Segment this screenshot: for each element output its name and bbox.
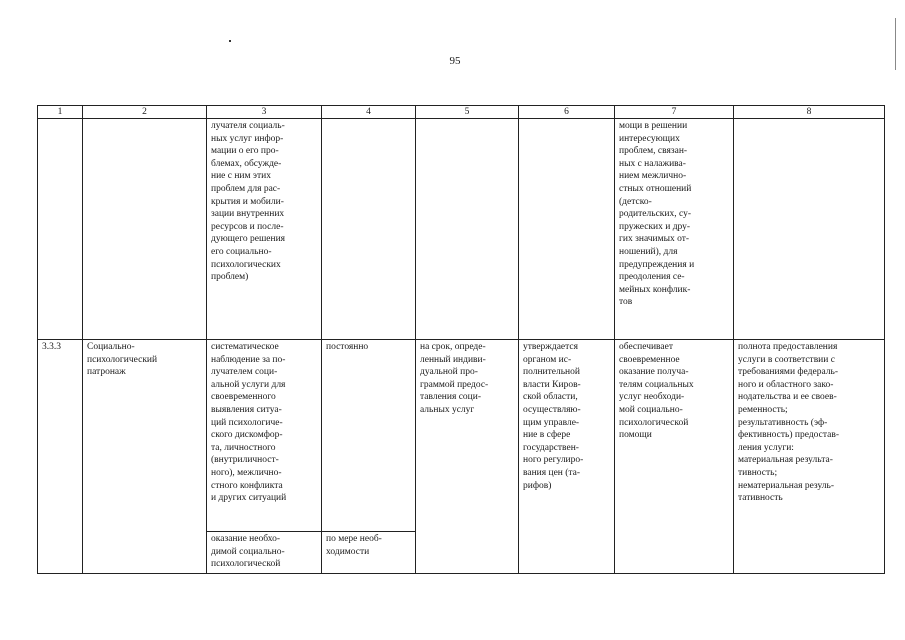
column-number-7: 7 (615, 106, 734, 119)
cont-cell-4 (322, 119, 416, 340)
service-content-a: систематическое наблюдение за по- лучателем соци- альной услуги для своевременного выявления ситуа- ций психологиче- ского дискомфор- та, личностного (внутриличност- ного), межлично- стного конфликта и других ситуаций (207, 340, 322, 532)
column-number-8: 8 (734, 106, 885, 119)
quality-indicators: полнота предоставления услуги в соответствии с требованиями федераль- ного и областного зако- нодательства и ее своев- ременность; результативность (эф- фективность) предостав- ления услуги: материальная результа- тивность; нематериальная резуль- тативность (734, 340, 885, 574)
service-name: Социально- психологический патронаж (83, 340, 207, 574)
cont-cell-1 (38, 119, 83, 340)
column-number-6: 6 (519, 106, 615, 119)
column-number-1: 1 (38, 106, 83, 119)
service-conditions: обеспечивает своевременное оказание получа- телям социальных услуг необходи- мой социально- психологической помощи (615, 340, 734, 574)
service-duration: на срок, опреде- ленный индиви- дуальной про- граммой предос- тавления соци- альных услуг (416, 340, 519, 574)
service-term-a: постоянно (322, 340, 416, 532)
continuation-row (38, 119, 885, 340)
cont-cell-6 (519, 119, 615, 340)
cont-cell-5 (416, 119, 519, 340)
scan-edge-line (895, 18, 896, 70)
column-number-row (38, 106, 885, 119)
column-number-4: 4 (322, 106, 416, 119)
column-number-5: 5 (416, 106, 519, 119)
column-number-2: 2 (83, 106, 207, 119)
cont-cell-7: мощи в решении интересующих проблем, связан- ных с налажива- нием межлично- стных отношений (детско- родительских, су- пружеских и дру- гих значимых от- ношений), для предупреждения и преодоления се- мейных конфлик- тов (615, 119, 734, 340)
scan-speck (229, 40, 231, 42)
cont-cell-8 (734, 119, 885, 340)
cont-cell-3: лучателя социаль- ных услуг инфор- мации о его про- блемах, обсужде- ние с ним этих проблем для рас- крытия и мобили- зации внутренних ресурсов и после- дующего решения его социально- психологических проблем) (207, 119, 322, 340)
column-number-3: 3 (207, 106, 322, 119)
service-tariff: утверждается органом ис- полнительной власти Киров- ской области, осуществляю- щим управле- ние в сфере государствен- ного регулиро- вания цен (та- рифов) (519, 340, 615, 574)
cont-cell-2 (83, 119, 207, 340)
row-number: 3.3.3 (38, 340, 83, 574)
service-content-b: оказание необхо- димой социально- психологической (207, 532, 322, 574)
page-number: 95 (449, 55, 461, 67)
table-row (38, 340, 885, 532)
service-term-b: по мере необ- ходимости (322, 532, 416, 574)
services-table (37, 105, 885, 574)
